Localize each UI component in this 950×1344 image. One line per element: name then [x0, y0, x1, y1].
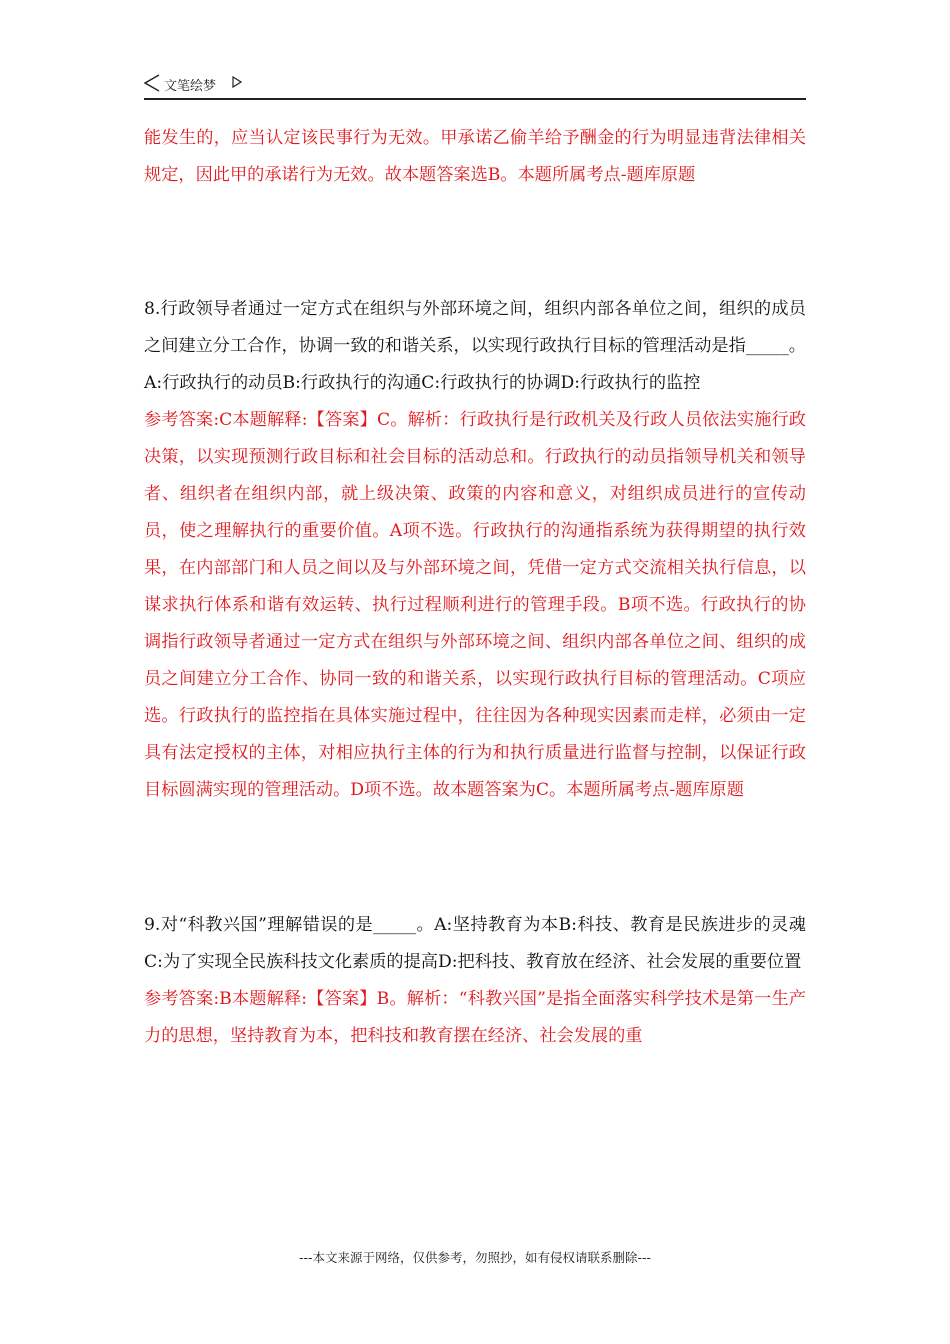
spacer [144, 809, 806, 907]
answer-9: 参考答案:B本题解释:【答案】B。解析：“科教兴国”是指全面落实科学技术是第一生产力的思想，坚持教育为本，把科技和教育摆在经济、社会发展的重 [144, 989, 806, 1046]
right-triangle-icon [232, 76, 242, 88]
page-header [144, 72, 806, 100]
answer-8: 参考答案:C本题解释:【答案】C。解析：行政执行是行政机关及行政人员依法实施行政决策，以实现预测行政目标和社会目标的活动总和。行政执行的动员指领导机关和领导者、组织者在组织内部，就上级决策、政策的内容和意义，对组织成员进行的宣传动员，使之理解执行的重要价值。A项不选。行政执行的沟通指系统为获得期望的执行效果，在内部部门和人员之间以及与外部环境之间，凭借一定方式交流相关执行信息，以谋求执行体系和谐有效运转、执行过程顺利进行的管理手段。B项不选。行政执行的协调指行政领导者通过一定方式在组织与外部环境之间、组织内部各单位之间、组织的成员之间建立分工合作、协同一致的和谐关系，以实现行政执行目标的管理活动。C项应选。行政执行的监控指在具体实施过程中，往往因为各种现实因素而走样，必须由一定具有法定授权的主体，对相应执行主体的行为和执行质量进行监督与控制，以保证行政目标圆满实现的管理活动。D项不选。故本题答案为C。本题所属考点-题库原题 [144, 410, 806, 800]
previous-answer-tail: 能发生的，应当认定该民事行为无效。甲承诺乙偷羊给予酬金的行为明显违背法律相关规定，因此甲的承诺行为无效。故本题答案选B。本题所属考点-题库原题 [144, 128, 806, 185]
header-title: 文笔绘梦 [164, 79, 217, 94]
spacer [144, 194, 806, 291]
footer-disclaimer: ---本文来源于网络，仅供参考，勿照抄，如有侵权请联系删除--- [298, 1250, 652, 1265]
question-9: 9.对“科教兴国”理解错误的是_____。A:坚持教育为本B:科技、教育是民族进步的灵魂C:为了实现全民族科技文化素质的提高D:把科技、教育放在经济、社会发展的重要位置 [144, 915, 806, 972]
question-8: 8.行政领导者通过一定方式在组织与外部环境之间，组织内部各单位之间，组织的成员之间建立分工合作，协调一致的和谐关系，以实现行政执行目标的管理活动是指_____。A:行政执行的动员B:行政执行的沟通C:行政执行的协调D:行政执行的监控 [144, 299, 806, 393]
document-body [144, 120, 806, 1055]
left-triangle-icon [144, 74, 160, 92]
